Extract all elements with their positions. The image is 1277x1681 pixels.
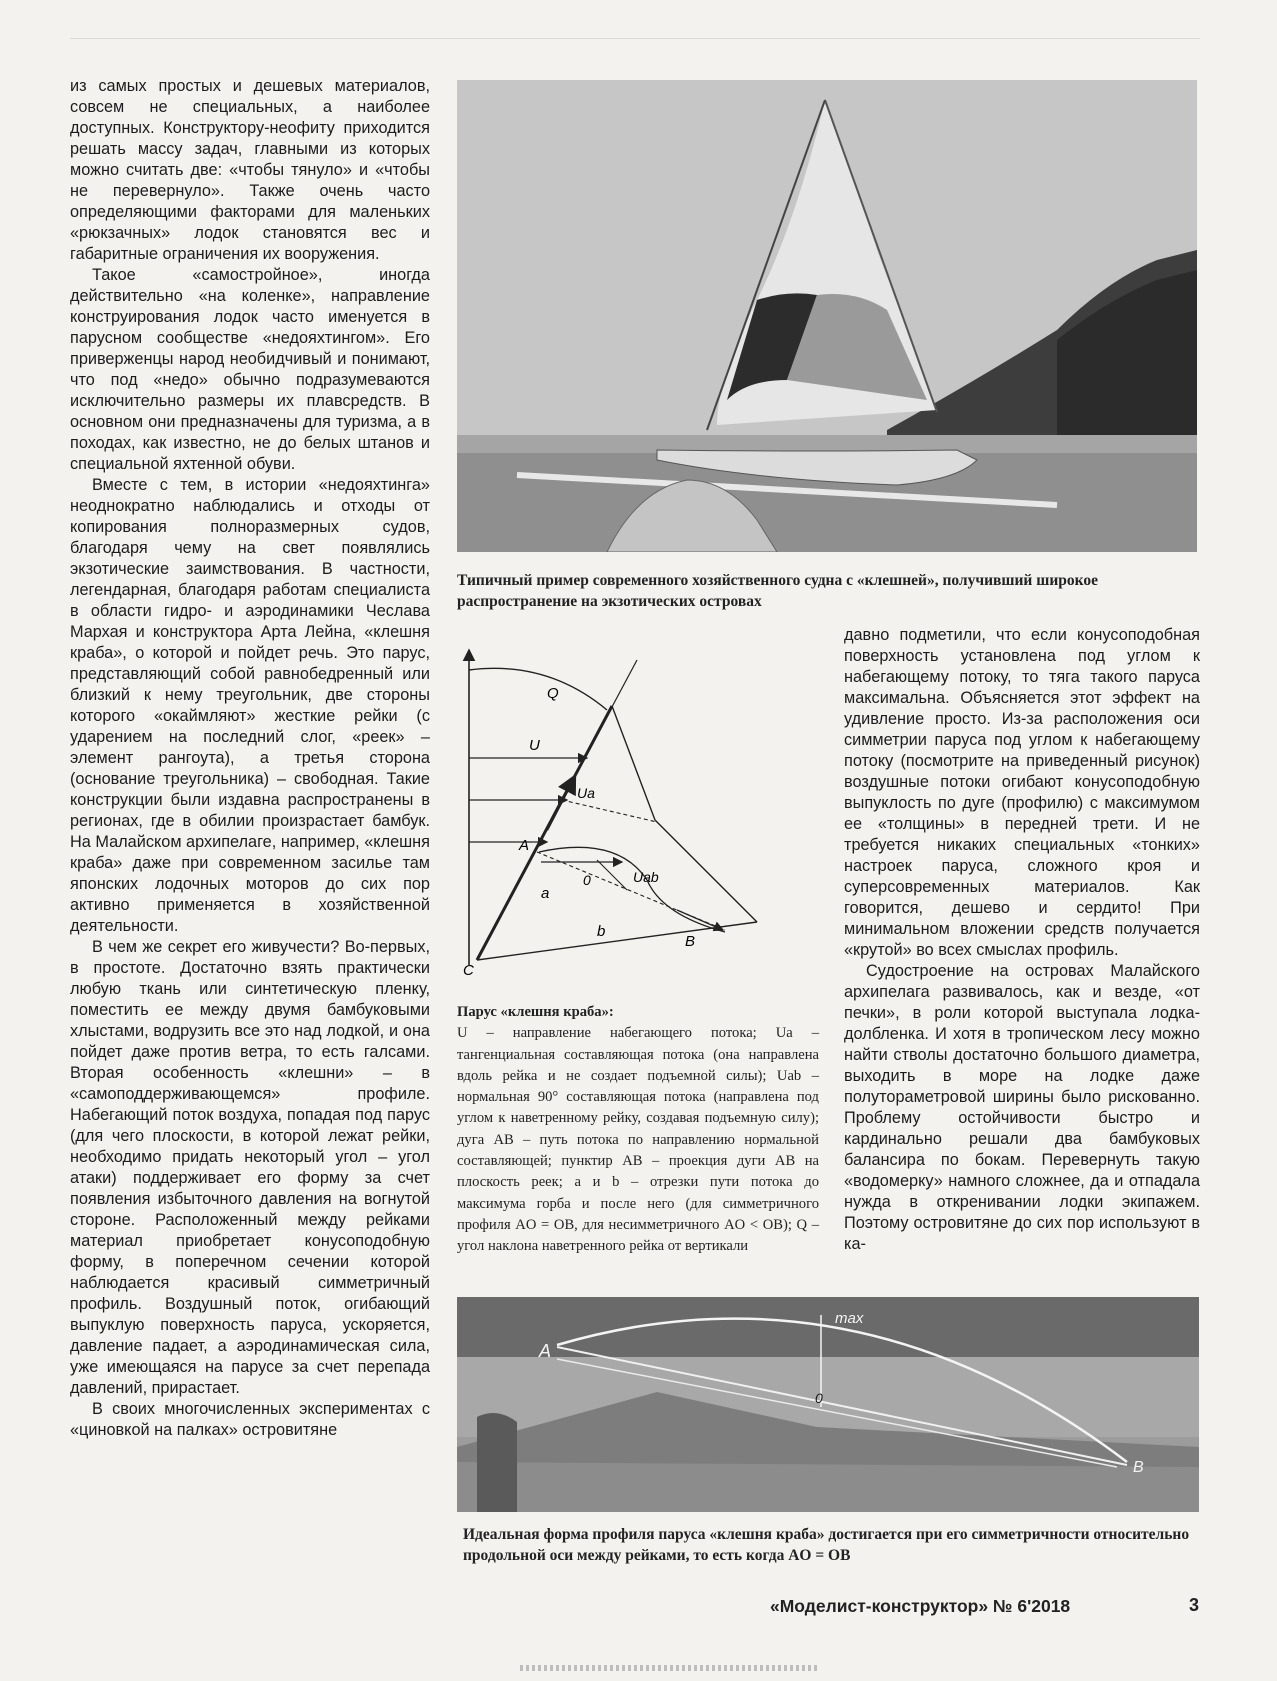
diagram-caption-body: U – направление набегающего потока; Ua – тангенциальная составляющая потока (она направлена вдоль рейка и не создает подъемной силы); Uab – нормальная 90° составляющая потока (направлена под углом к наветренному рейку, создавая подъемную силу); дуга AB – путь потока по направлению нормальной составляющей; пунктир AB – проекция дуги AB на плоскость реек; a и b – отрезки пути потока до максимума горба и после него (для симметричного профиля AO = OB, для несимметричного AO < OB); Q – угол наклона наветренного рейка от вертикали [457, 1025, 819, 1255]
paragraph: Вместе с тем, в истории «недояхтинга» неоднократно наблюдались и отходы от копирования полноразмерных судов, благодаря чему на свет появлялись экзотические заимствования. В частности, легендарная, благодаря работам специалиста в области гидро- и аэродинамики Чеслава Мархая и конструктора Арта Лейна, «клешня краба», о которой и пойдет речь. Это парус, представляющий собой равнобедренный или близкий к нему треугольник, две стороны которого «окаймляют» жесткие рейки (с ударением на последний слог, «реек» – элемент рангоута), а третья сторона (основание треугольника) – свободная. Такие конструкции были издавна распространены в регионах, где в обилии произрастает бамбук. На Малайском архипелаге, например, «клешня краба» даже при современном засилье там японских лодочных моторов до сих пор активно применяется в хозяйственной деятельности. [70, 476, 430, 935]
header-rule [70, 38, 1200, 39]
top-photo-caption: Типичный пример современного хозяйственного судна с «клешней», получивший широкое распространение на экзотических островах [457, 572, 1098, 610]
label-u: U [529, 737, 540, 754]
magazine-title: «Моделист-конструктор» № 6'2018 [770, 1596, 1071, 1616]
sail-profile-illustration [457, 1297, 1199, 1512]
q-angle-arc [469, 668, 607, 710]
print-mark [520, 1665, 820, 1671]
label-a: A [539, 1341, 552, 1361]
sail-profile-photo [457, 1297, 1199, 1512]
label-ua: Ua [577, 785, 595, 801]
paragraph: В чем же секрет его живучести? Во-первых, в простоте. Достаточно взять практически любую ткань или синтетическую пленку, поместить ее между двумя бамбуковыми хлыстами, водрузить все это над лодкой, и она пойдет даже против ветра, то есть галсами. Вторая особенность «клешни» – в «самоподдерживающемся» профиле. Набегающий поток воздуха, попадая под парус (для чего плоскости, в которой лежат рейки, необходимо придать некоторый угол – угол атаки) поддерживает его форму за счет появления избыточного давления на вогнутой стороне. Расположенный между рейками материал приобретает конусоподобную форму, в поперечном сечении которой наблюдается красивый симметричный профиль. Воздушный поток, огибающий выпуклую поверхность паруса, ускоряется, давление падает, а аэродинамическая сила, уже имеющаяся на парусе за счет перепада давлений, прирастает. [70, 938, 430, 1397]
label-o: 0 [815, 1390, 823, 1406]
label-a-segment: a [541, 885, 550, 902]
left-text-column [70, 76, 430, 1441]
paragraph: давно подметили, что если конусоподобная поверхность установлена под углом к набегающему потоку, то тяга такого паруса максимальна. Объясняется этот эффект на удивление просто. Из-за расположения оси симметрии паруса под углом к набегающему потоку (посмотрите на приведенный рисунок) воздушные потоки огибают конусоподобную выпуклость по дуге (профилю) с максимумом ее «толщины» в передней трети. И не требуется никаких специальных «тонких» настроек паруса, сложного кроя и суперсовременных материалов. Как говорится, дешево и сердито! При минимальном вложении средств получается «крутой» во всех смыслах профиль. [844, 626, 1200, 959]
crab-claw-diagram [457, 630, 819, 975]
label-c: C [463, 962, 474, 975]
windward-spar [477, 706, 612, 960]
bottom-photo-caption: Идеальная форма профиля паруса «клешня краба» достигается при его симметричности относительно продольной оси между рейками, то есть когда AO = OB [463, 1526, 1190, 1564]
sail-foot [477, 922, 757, 960]
label-q: Q [547, 685, 559, 702]
b-arrow [677, 910, 723, 930]
paragraph: В своих многочисленных экспериментах с «циновкой на палках» островитяне [70, 1400, 430, 1439]
right-text-column [844, 625, 1200, 1255]
label-b-point: B [685, 933, 696, 950]
ua-arrow [547, 776, 575, 830]
diagram-caption-title: Парус «клешня краба»: [457, 1004, 614, 1020]
sailboat-photo [457, 80, 1197, 552]
label-o: 0 [583, 872, 591, 888]
paragraph: Судостроение на островах Малайского архипелага развивалось, как и везде, «от печки», в роли которой выступала лодка-долбленка. И хотя в тропическом лесу можно найти стволы достаточно большого диаметра, выходить в море на лодке даже полутораметровой ширины было рискованно. Проблему остойчивости быстро и кардинально решали два бамбуковых балансира по бокам. Перевернуть такую «водомерку» намного сложнее, да и отпадала нужда в откренивании лодки экипажем. Поэтому островитяне до сих пор используют в ка- [844, 962, 1200, 1253]
label-b: B [1133, 1459, 1144, 1476]
projection-dashed [562, 800, 657, 822]
sailboat-illustration [457, 80, 1197, 552]
paragraph: Такое «самостройное», иногда действительно «на коленке», направление конструирования лодок часто именуется в парусном сообществе «недояхтингом». Его приверженцы народ необидчивый и понимают, что под «недо» обычно подразумеваются исключительно размеры их плавсредств. В основном они предназначены для туризма, а в походах, как известно, не до белых штанов и специальной яхтенной обуви. [70, 266, 430, 473]
label-max: max [835, 1310, 864, 1327]
label-uab: Uab [633, 869, 659, 885]
sail-vector-diagram [457, 630, 819, 975]
page-number: 3 [1189, 1595, 1200, 1615]
leeward-spar-top [612, 706, 655, 820]
label-b-segment: b [597, 923, 606, 940]
leeward-spar [655, 820, 757, 922]
max-line [597, 860, 627, 890]
label-a-point: A [519, 837, 530, 854]
diagram-caption [457, 1002, 819, 1258]
paragraph: из самых простых и дешевых материалов, совсем не специальных, а наиболее доступных. Конструктору-неофиту приходится решать массу задач, главными из которых можно считать две: «чтобы тянуло» и «чтобы не перевернуло». Также очень часто определяющими факторами для маленьких «рюкзачных» лодок становятся вес и габаритные ограничения их вооружения. [70, 77, 430, 263]
